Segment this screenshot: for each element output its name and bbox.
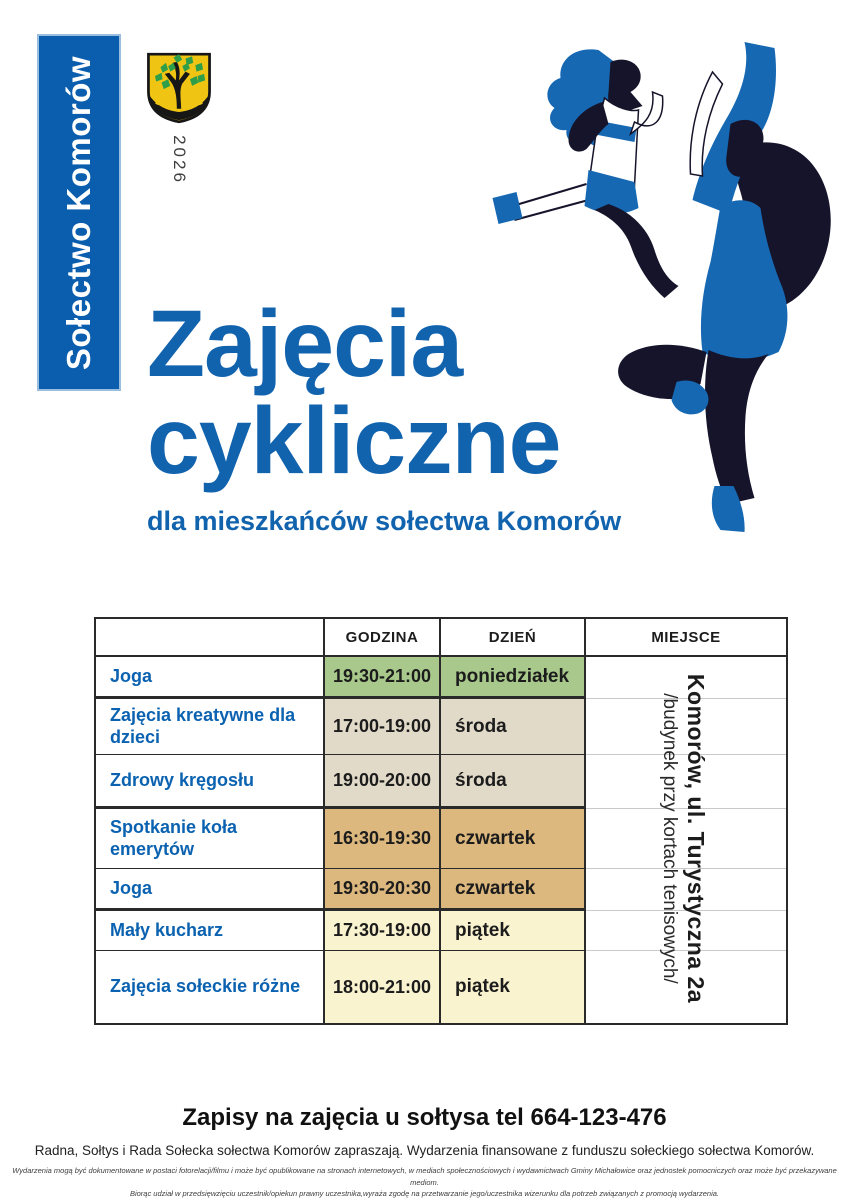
place-column-spacer [586,809,786,869]
table-row-time: 17:00-19:00 [325,699,441,755]
place-column-spacer [586,951,786,1023]
table-row-time: 17:30-19:00 [325,911,441,951]
legal-line-1: Wydarzenia mogą być dokumentowane w postaci fotorelacji/filmu i może być opublikowane na stronach internetowych, w mediach społecznościowych i wydawnictwach Gminy Michałowice oraz jednostek pomocniczych oraz może być przekazywane mediom. [12,1166,837,1187]
place-column-spacer [586,657,786,699]
table-row-activity: Joga [96,869,325,911]
page-subtitle: dla mieszkańców sołectwa Komorów [147,505,622,536]
table-row-activity: Zajęcia kreatywne dla dzieci [96,699,325,755]
table-row-activity: Zdrowy kręgosłu [96,755,325,809]
header-time: GODZINA [325,619,441,657]
table-row-day: czwartek [441,869,586,911]
page-title-line2: cykliczne [147,387,561,494]
place-address: Komorów, ul. Turystyczna 2a [683,673,710,1003]
table-row-day: poniedziałek [441,657,586,699]
komorow-crest-icon [146,52,212,124]
title-block [147,291,767,537]
table-row-day: czwartek [441,809,586,869]
legal-disclaimer [8,1165,841,1200]
header-place: MIEJSCE [586,619,786,657]
table-row-time: 19:00-20:00 [325,755,441,809]
place-building-note: /budynek przy kortach tenisowych/ [659,692,681,984]
table-row-time: 19:30-21:00 [325,657,441,699]
table-row-time: 19:30-20:30 [325,869,441,911]
table-row-activity: Zajęcia sołeckie różne [96,951,325,1023]
signup-phone-line: Zapisy na zajęcia u sołtysa tel 664-123-476 [182,1104,667,1131]
year-label: 2026 [169,135,189,185]
side-banner-label: Sołectwo Komorów [60,55,97,370]
table-row-day: piątek [441,911,586,951]
legal-line-2: Biorąc udział w przedsięwzięciu uczestnik/opiekun prawny uczestnika,wyraża zgodę na przetwarzanie jego/uczestnika wizerunku dla potrzeb związanych z promocją wydarzenia. [129,1189,720,1199]
table-row-activity: Mały kucharz [96,911,325,951]
table-row-activity: Joga [96,657,325,699]
header-activity [96,619,325,657]
table-row-day: środa [441,699,586,755]
place-column-spacer [586,911,786,951]
table-row-day: piątek [441,951,586,1023]
place-column-spacer [586,699,786,755]
table-row-time: 16:30-19:30 [325,809,441,869]
table-row-time: 18:00-21:00 [325,951,441,1023]
credits-line: Radna, Sołtys i Rada Sołecka sołectwa Komorów zapraszają. Wydarzenia finansowane z funduszu sołeckiego sołectwa Komorów. [34,1143,815,1158]
place-column-spacer [586,755,786,809]
page-title-line1: Zajęcia [147,291,463,397]
place-column-spacer [586,869,786,911]
schedule-table [94,617,788,1025]
header-day: DZIEŃ [441,619,586,657]
side-banner [37,34,121,391]
table-row-activity: Spotkanie koła emerytów [96,809,325,869]
table-row-day: środa [441,755,586,809]
